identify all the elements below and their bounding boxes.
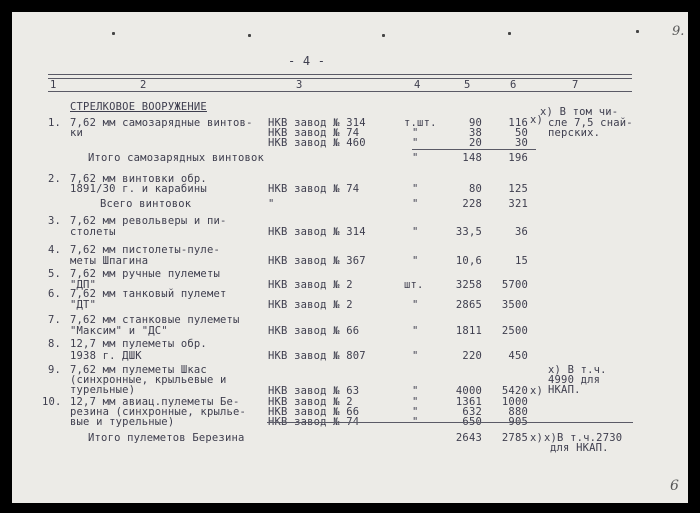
- footnote-mark: х): [530, 114, 544, 126]
- item-name: 7,62 мм пистолеты-пуле-: [70, 244, 220, 256]
- item-name: 7,62 мм самозарядные винтов-: [70, 117, 253, 129]
- value-plan: 228: [462, 198, 482, 210]
- value-plan: 632: [462, 406, 482, 418]
- plant-name: НКВ завод № 2: [268, 299, 353, 311]
- item-name: ки: [70, 127, 84, 139]
- item-name: резина (синхронные, крылье-: [70, 406, 247, 418]
- value-plan: 3258: [455, 279, 482, 291]
- plant-name: НКВ завод № 66: [268, 325, 360, 337]
- item-name: "Максим" и "ДС": [70, 325, 168, 337]
- item-name: 1938 г. ДШК: [70, 350, 142, 362]
- value-plan: 20: [468, 137, 482, 149]
- page-corner-number: 9.: [672, 24, 685, 39]
- item-name: 1891/30 г. и карабины: [70, 183, 207, 195]
- item-number: 9.: [48, 364, 62, 376]
- column-header-5: 5: [464, 79, 471, 91]
- plant-name: НКВ завод № 314: [268, 117, 366, 129]
- subtotal-rule: [412, 149, 536, 150]
- plant-name: НКВ завод № 74: [268, 127, 360, 139]
- value-plan: 90: [468, 117, 482, 129]
- unit: ": [412, 152, 419, 164]
- value-target: 30: [514, 137, 528, 149]
- item-name: 7,62 мм винтовки обр.: [70, 173, 207, 185]
- item-name: турельные): [70, 384, 136, 396]
- unit: ": [412, 406, 419, 418]
- item-name: вые и турельные): [70, 416, 175, 428]
- footnote-text: х) В т.ч.: [548, 364, 607, 376]
- page-number: - 4 -: [288, 54, 326, 68]
- punch-mark: [508, 32, 511, 35]
- footnote-text: сле 7,5 снай-: [548, 117, 633, 129]
- item-number: 4.: [48, 244, 62, 256]
- plant-name: НКВ завод № 807: [268, 350, 366, 362]
- table-top-rule: [48, 78, 632, 79]
- item-name: 12,7 мм пулеметы обр.: [70, 338, 207, 350]
- item-name: 7,62 мм револьверы и пи-: [70, 215, 227, 227]
- value-plan: 10,6: [455, 255, 482, 267]
- column-header-7: 7: [572, 79, 579, 91]
- value-plan: 38: [468, 127, 482, 139]
- item-name: 7,62 мм ручные пулеметы: [70, 268, 220, 280]
- column-header-1: 1: [50, 79, 57, 91]
- total-rule: [267, 422, 633, 423]
- value-target: 196: [508, 152, 528, 164]
- plant-name: НКВ завод № 460: [268, 137, 366, 149]
- footnote-text: 4990 для: [548, 374, 601, 386]
- item-name: "ДТ": [70, 299, 97, 311]
- item-number: 7.: [48, 314, 62, 326]
- value-plan: 148: [462, 152, 482, 164]
- value-target: 116: [508, 117, 528, 129]
- total-label: Итого пулеметов Березина: [88, 432, 245, 444]
- value-target: 5420: [501, 385, 528, 397]
- item-number: 10.: [42, 396, 62, 408]
- unit: ": [412, 127, 419, 139]
- item-name: 7,62 мм станковые пулеметы: [70, 314, 240, 326]
- column-header-2: 2: [140, 79, 147, 91]
- value-target: 880: [508, 406, 528, 418]
- footnote-text: для НКАП.: [550, 442, 609, 454]
- item-number: 5.: [48, 268, 62, 280]
- punch-mark: [382, 34, 385, 37]
- total-label: Всего винтовок: [100, 198, 192, 210]
- column-header-6: 6: [510, 79, 517, 91]
- value-target: 5700: [501, 279, 528, 291]
- value-target: 3500: [501, 299, 528, 311]
- value-target: 15: [514, 255, 528, 267]
- page-corner-mark: 6: [670, 478, 679, 494]
- value-plan: 4000: [455, 385, 482, 397]
- item-number: 2.: [48, 173, 62, 185]
- unit: ": [412, 255, 419, 267]
- item-number: 3.: [48, 215, 62, 227]
- unit: ": [412, 198, 419, 210]
- plant-name: НКВ завод № 2: [268, 279, 353, 291]
- item-number: 6.: [48, 288, 62, 300]
- unit: ": [412, 396, 419, 408]
- value-target: 1000: [501, 396, 528, 408]
- value-plan: 2865: [455, 299, 482, 311]
- item-name: (синхронные, крыльевые и: [70, 374, 227, 386]
- unit: ": [412, 137, 419, 149]
- value-target: 2785: [501, 432, 528, 444]
- value-plan: 1811: [455, 325, 482, 337]
- value-target: 321: [508, 198, 528, 210]
- footnote-text: х) В том чи-: [540, 106, 619, 118]
- item-name: столеты: [70, 226, 116, 238]
- unit: ": [412, 350, 419, 362]
- plant-name: НКВ завод № 66: [268, 406, 360, 418]
- footnote-mark: х): [530, 385, 544, 397]
- value-target: 450: [508, 350, 528, 362]
- punch-mark: [636, 30, 639, 33]
- unit: т.шт.: [404, 117, 437, 129]
- item-name: "ДП": [70, 279, 97, 291]
- item-name: 12,7 мм авиац.пулеметы Бе-: [70, 396, 240, 408]
- value-target: 125: [508, 183, 528, 195]
- unit: ": [412, 183, 419, 195]
- unit: ": [412, 226, 419, 238]
- plant-name: НКВ завод № 74: [268, 183, 360, 195]
- item-number: 1.: [48, 117, 62, 129]
- unit: ": [412, 385, 419, 397]
- item-name: 7,62 мм танковый пулемет: [70, 288, 227, 300]
- punch-mark: [248, 34, 251, 37]
- item-name: меты Шпагина: [70, 255, 149, 267]
- header-bottom-rule: [48, 91, 632, 92]
- plant-name: НКВ завод № 2: [268, 396, 353, 408]
- value-target: 36: [514, 226, 528, 238]
- column-header-4: 4: [414, 79, 421, 91]
- value-target: 50: [514, 127, 528, 139]
- plant-name: ": [268, 198, 275, 210]
- plant-name: НКВ завод № 63: [268, 385, 360, 397]
- unit: ": [412, 325, 419, 337]
- value-target: 905: [508, 416, 528, 428]
- value-plan: 1361: [455, 396, 482, 408]
- table-top-rule: [48, 74, 632, 75]
- plant-name: НКВ завод № 367: [268, 255, 366, 267]
- unit: шт.: [404, 279, 424, 291]
- footnote-mark: х): [530, 432, 544, 444]
- plant-name: НКВ завод № 314: [268, 226, 366, 238]
- footnote-text: перских.: [548, 127, 601, 139]
- value-plan: 220: [462, 350, 482, 362]
- column-header-3: 3: [296, 79, 303, 91]
- item-name: 7,62 мм пулеметы Шкас: [70, 364, 207, 376]
- unit: ": [412, 416, 419, 428]
- footnote-text: НКАП.: [548, 384, 581, 396]
- section-title: СТРЕЛКОВОЕ ВООРУЖЕНИЕ: [70, 101, 207, 113]
- value-plan: 33,5: [455, 226, 482, 238]
- value-target: 2500: [501, 325, 528, 337]
- plant-name: НКВ завод № 74: [268, 416, 360, 428]
- unit: ": [412, 299, 419, 311]
- item-number: 8.: [48, 338, 62, 350]
- value-plan: 80: [468, 183, 482, 195]
- footnote-text: х)В т.ч.2730: [544, 432, 623, 444]
- punch-mark: [112, 32, 115, 35]
- value-plan: 650: [462, 416, 482, 428]
- value-plan: 2643: [455, 432, 482, 444]
- total-label: Итого самозарядных винтовок: [88, 152, 265, 164]
- document-page: [12, 12, 688, 503]
